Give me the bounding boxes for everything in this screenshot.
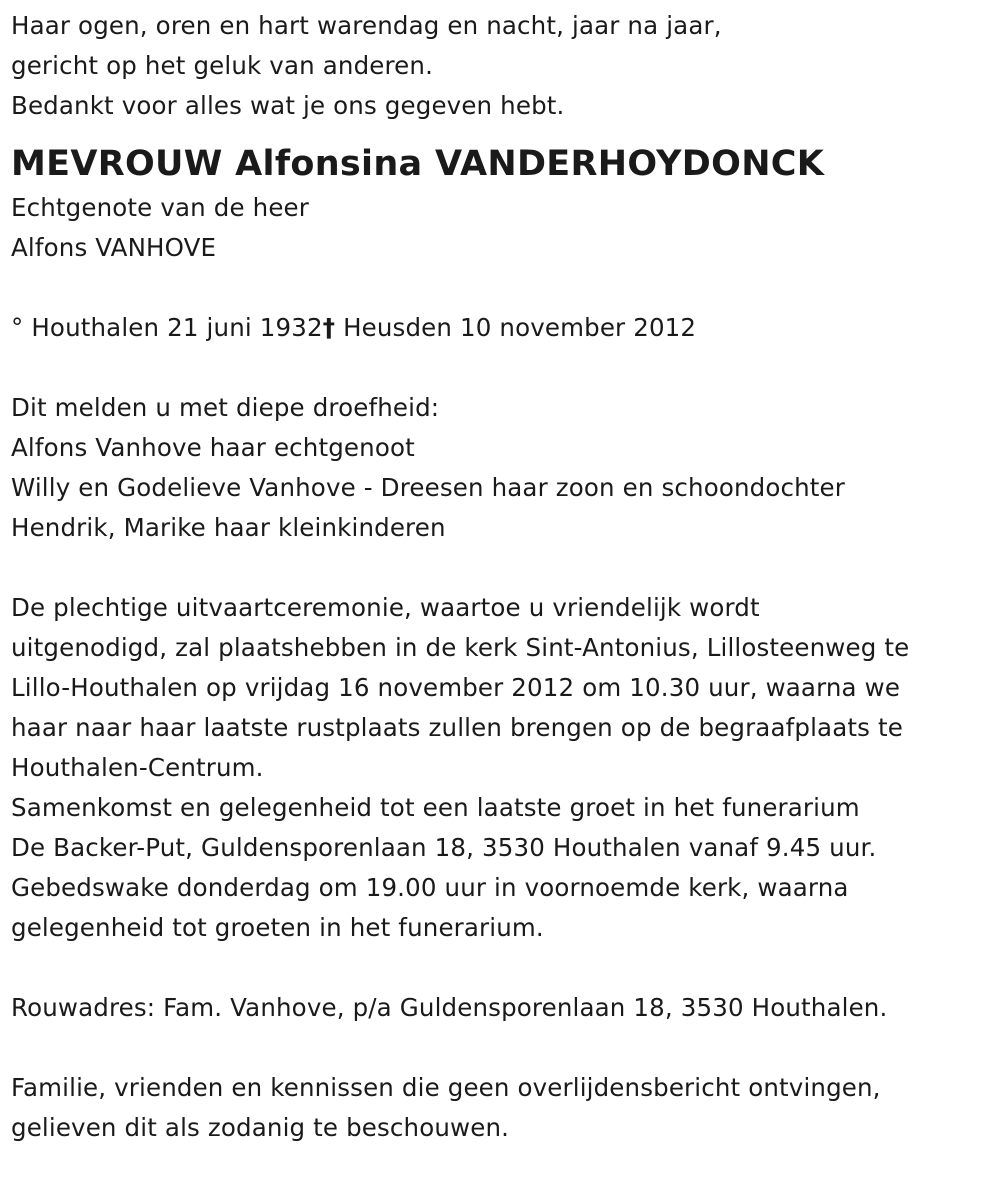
ceremony-line: gelegenheid tot groeten in het funerarium. bbox=[11, 913, 544, 942]
announcement-line: Alfons Vanhove haar echtgenoot bbox=[11, 433, 415, 462]
birth-symbol: ° bbox=[11, 313, 24, 342]
ceremony-details bbox=[11, 588, 991, 948]
ceremony-line: Lillo-Houthalen op vrijdag 16 november 2012 om 10.30 uur, waarna we bbox=[11, 673, 901, 702]
poem bbox=[11, 6, 991, 126]
poem-line: Bedankt voor alles wat je ons gegeven hebt. bbox=[11, 91, 565, 120]
ceremony-line: haar naar haar laatste rustplaats zullen brengen op de begraafplaats te bbox=[11, 713, 903, 742]
spacer bbox=[11, 948, 991, 988]
cross-icon: † bbox=[322, 313, 336, 342]
spacer bbox=[11, 1028, 991, 1068]
death-info: Heusden 10 november 2012 bbox=[343, 313, 697, 342]
spouse-block bbox=[11, 188, 991, 268]
announcement bbox=[11, 388, 991, 548]
deceased-name: MEVROUW Alfonsina VANDERHOYDONCK bbox=[11, 144, 825, 184]
closing-line: Familie, vrienden en kennissen die geen overlijdensbericht ontvingen, bbox=[11, 1073, 881, 1102]
life-dates bbox=[11, 308, 991, 348]
death-notice bbox=[11, 0, 991, 1148]
spouse-name: Alfons VANHOVE bbox=[11, 233, 217, 262]
ceremony-line: Samenkomst en gelegenheid tot een laatste groet in het funerarium bbox=[11, 793, 860, 822]
spouse-line: Echtgenote van de heer bbox=[11, 193, 309, 222]
closing-line: gelieven dit als zodanig te beschouwen. bbox=[11, 1113, 510, 1142]
ceremony-line: uitgenodigd, zal plaatshebben in de kerk Sint-Antonius, Lillosteenweg te bbox=[11, 633, 910, 662]
poem-line: Haar ogen, oren en hart warendag en nacht, jaar na jaar, bbox=[11, 11, 722, 40]
closing-note bbox=[11, 1068, 991, 1148]
mourning-address: Rouwadres: Fam. Vanhove, p/a Guldensporenlaan 18, 3530 Houthalen. bbox=[11, 993, 888, 1022]
ceremony-line: Gebedswake donderdag om 19.00 uur in voornoemde kerk, waarna bbox=[11, 873, 849, 902]
ceremony-line: De plechtige uitvaartceremonie, waartoe u vriendelijk wordt bbox=[11, 593, 760, 622]
spacer bbox=[11, 348, 991, 388]
ceremony-line: De Backer-Put, Guldensporenlaan 18, 3530 Houthalen vanaf 9.45 uur. bbox=[11, 833, 877, 862]
announcement-line: Hendrik, Marike haar kleinkinderen bbox=[11, 513, 446, 542]
poem-line: gericht op het geluk van anderen. bbox=[11, 51, 434, 80]
announcement-line: Dit melden u met diepe droefheid: bbox=[11, 393, 440, 422]
announcement-line: Willy en Godelieve Vanhove - Dreesen haar zoon en schoondochter bbox=[11, 473, 846, 502]
spacer bbox=[11, 548, 991, 588]
birth-info: Houthalen 21 juni 1932 bbox=[31, 313, 323, 342]
spacer bbox=[11, 268, 991, 308]
ceremony-line: Houthalen-Centrum. bbox=[11, 753, 264, 782]
